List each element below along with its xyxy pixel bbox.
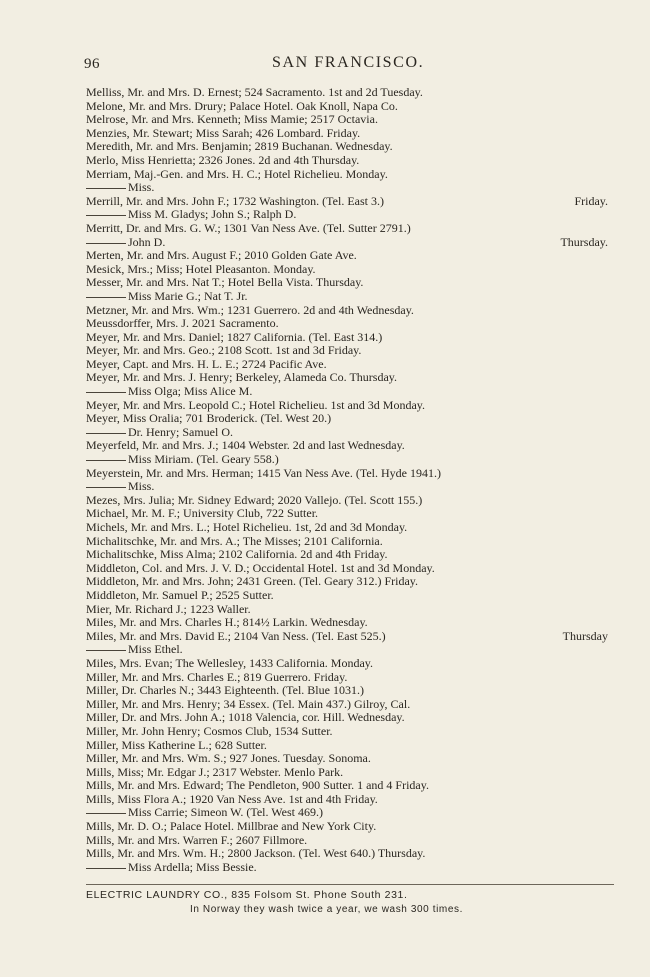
- entry-text: Mier, Mr. Richard J.; 1223 Waller.: [86, 601, 251, 616]
- entry-reception-day: Thursday.: [560, 234, 608, 249]
- entry-text: Miles, Mr. and Mrs. Charles H.; 814½ Larkin. Wednesday.: [86, 615, 368, 630]
- entry-text: Mills, Mr. and Mrs. Edward; The Pendleton, 900 Sutter. 1 and 4 Friday.: [86, 778, 429, 793]
- directory-entry: [86, 847, 614, 861]
- directory-entry: [86, 494, 614, 508]
- entry-text: Miller, Dr. and Mrs. John A.; 1018 Valencia, cor. Hill. Wednesday.: [86, 710, 405, 725]
- directory-entry-continuation: [86, 453, 614, 467]
- entry-text: Meyer, Mr. and Mrs. J. Henry; Berkeley, Alameda Co. Thursday.: [86, 370, 398, 385]
- directory-entry: [86, 657, 614, 671]
- entry-text: Miss Olga; Miss Alice M.: [128, 384, 253, 399]
- entry-text: Meussdorffer, Mrs. J. 2021 Sacramento.: [86, 316, 279, 331]
- entry-text: Miles, Mrs. Evan; The Wellesley, 1433 California. Monday.: [86, 655, 373, 670]
- entry-text: Mills, Mr. D. O.; Palace Hotel. Millbrae and New York City.: [86, 819, 377, 834]
- advertisement-footer: [86, 884, 614, 917]
- entry-text: Metzner, Mr. and Mrs. Wm.; 1231 Guerrero. 2d and 4th Wednesday.: [86, 302, 414, 317]
- directory-entry: [86, 222, 614, 236]
- directory-entry: [86, 439, 614, 453]
- directory-entry-continuation: [86, 385, 614, 399]
- entry-text: Merten, Mr. and Mrs. August F.; 2010 Golden Gate Ave.: [86, 248, 357, 263]
- entry-text: Merlo, Miss Henrietta; 2326 Jones. 2d and 4th Thursday.: [86, 152, 360, 167]
- directory-entry: [86, 535, 614, 549]
- entry-text: Meyer, Mr. and Mrs. Daniel; 1827 California. (Tel. East 314.): [86, 329, 383, 344]
- entry-text: Menzies, Mr. Stewart; Miss Sarah; 426 Lombard. Friday.: [86, 125, 361, 140]
- directory-entry-continuation: [86, 806, 614, 820]
- directory-entry-continuation: [86, 426, 614, 440]
- directory-entry: [86, 752, 614, 766]
- entry-text: Miller, Dr. Charles N.; 3443 Eighteenth. (Tel. Blue 1031.): [86, 683, 364, 698]
- directory-entry-continuation: [86, 861, 614, 875]
- directory-entry: [86, 195, 614, 209]
- directory-entry: [86, 548, 614, 562]
- entry-text: Merrill, Mr. and Mrs. John F.; 1732 Washington. (Tel. East 3.): [86, 193, 384, 208]
- directory-entry: [86, 711, 614, 725]
- directory-entry: [86, 834, 614, 848]
- directory-entry: [86, 263, 614, 277]
- directory-entry: [86, 304, 614, 318]
- directory-entry: [86, 358, 614, 372]
- directory-entry: [86, 739, 614, 753]
- entry-text: Mills, Miss Flora A.; 1920 Van Ness Ave. 1st and 4th Friday.: [86, 791, 378, 806]
- directory-entry: [86, 630, 614, 644]
- directory-entry: [86, 127, 614, 141]
- entry-text: Melliss, Mr. and Mrs. D. Ernest; 524 Sacramento. 1st and 2d Tuesday.: [86, 85, 423, 99]
- directory-entry-continuation: [86, 181, 614, 195]
- entry-reception-day: Thursday: [562, 628, 608, 643]
- entry-text: Michels, Mr. and Mrs. L.; Hotel Richelieu. 1st, 2d and 3d Monday.: [86, 520, 408, 534]
- entry-reception-day: Friday.: [574, 193, 608, 208]
- page-number: 96: [84, 56, 100, 72]
- entry-text: Meyer, Capt. and Mrs. H. L. E.; 2724 Pacific Ave.: [86, 356, 327, 371]
- directory-entry: [86, 507, 614, 521]
- directory-entry: [86, 575, 614, 589]
- directory-entries: [86, 86, 614, 874]
- directory-entry: [86, 168, 614, 182]
- entry-text: Mezes, Mrs. Julia; Mr. Sidney Edward; 2020 Vallejo. (Tel. Scott 155.): [86, 492, 423, 507]
- entry-text: Melrose, Mr. and Mrs. Kenneth; Miss Mamie; 2517 Octavia.: [86, 112, 378, 127]
- page-header: [0, 54, 650, 76]
- directory-entry: [86, 589, 614, 603]
- directory-entry: [86, 140, 614, 154]
- entry-text: Meyerfeld, Mr. and Mrs. J.; 1404 Webster. 2d and last Wednesday.: [86, 438, 405, 453]
- directory-entry: [86, 399, 614, 413]
- directory-entry: [86, 725, 614, 739]
- directory-entry: [86, 86, 614, 100]
- directory-entry: [86, 779, 614, 793]
- entry-text: Middleton, Mr. Samuel P.; 2525 Sutter.: [86, 587, 274, 602]
- directory-entry: [86, 100, 614, 114]
- entry-text: Mills, Miss; Mr. Edgar J.; 2317 Webster. Menlo Park.: [86, 764, 344, 779]
- entry-text: Miller, Mr. and Mrs. Wm. S.; 927 Jones. Tuesday. Sonoma.: [86, 751, 371, 766]
- entry-text: Middleton, Mr. and Mrs. John; 2431 Green. (Tel. Geary 312.) Friday.: [86, 574, 418, 589]
- entry-text: Meyerstein, Mr. and Mrs. Herman; 1415 Van Ness Ave. (Tel. Hyde 1941.): [86, 465, 441, 480]
- entry-text: John D.: [128, 234, 166, 249]
- entry-text: Meyer, Mr. and Mrs. Leopold C.; Hotel Richelieu. 1st and 3d Monday.: [86, 397, 426, 412]
- entry-text: Miller, Mr. and Mrs. Henry; 34 Essex. (Tel. Main 437.) Gilroy, Cal.: [86, 696, 411, 711]
- entry-text: Mills, Mr. and Mrs. Warren F.; 2607 Fillmore.: [86, 832, 308, 847]
- directory-entry: [86, 467, 614, 481]
- entry-text: Dr. Henry; Samuel O.: [128, 424, 233, 439]
- directory-entry: [86, 154, 614, 168]
- directory-entry-continuation: [86, 208, 614, 222]
- entry-text: Miss.: [128, 479, 155, 494]
- directory-entry-continuation: [86, 480, 614, 494]
- entry-text: Miss Carrie; Simeon W. (Tel. West 469.): [128, 805, 323, 820]
- directory-entry: [86, 412, 614, 426]
- entry-text: Michalitschke, Mr. and Mrs. A.; The Misses; 2101 California.: [86, 533, 383, 548]
- entry-text: Messer, Mr. and Mrs. Nat T.; Hotel Bella Vista. Thursday.: [86, 275, 364, 290]
- entry-text: Miller, Mr. and Mrs. Charles E.; 819 Guerrero. Friday.: [86, 669, 348, 684]
- entry-text: Melone, Mr. and Mrs. Drury; Palace Hotel. Oak Knoll, Napa Co.: [86, 98, 398, 113]
- directory-entry: [86, 820, 614, 834]
- entry-text: Miss.: [128, 180, 155, 195]
- directory-entry: [86, 616, 614, 630]
- directory-entry: [86, 113, 614, 127]
- directory-entry: [86, 331, 614, 345]
- entry-text: Miss Marie G.; Nat T. Jr.: [128, 288, 248, 303]
- directory-entry-continuation: [86, 290, 614, 304]
- directory-entry: [86, 371, 614, 385]
- directory-entry: [86, 766, 614, 780]
- directory-entry: [86, 562, 614, 576]
- directory-entry: [86, 698, 614, 712]
- entry-text: Meyer, Mr. and Mrs. Geo.; 2108 Scott. 1st and 3d Friday.: [86, 343, 362, 358]
- directory-entry-continuation: [86, 236, 614, 250]
- directory-entry: [86, 249, 614, 263]
- running-title: SAN FRANCISCO.: [272, 54, 425, 71]
- directory-entry: [86, 684, 614, 698]
- directory-entry: [86, 276, 614, 290]
- entry-text: Miller, Miss Katherine L.; 628 Sutter.: [86, 737, 267, 752]
- entry-text: Miller, Mr. John Henry; Cosmos Club, 1534 Sutter.: [86, 723, 333, 738]
- entry-text: Merriam, Maj.-Gen. and Mrs. H. C.; Hotel Richelieu. Monday.: [86, 166, 388, 181]
- directory-entry: [86, 603, 614, 617]
- directory-entry: [86, 317, 614, 331]
- entry-text: Miss Miriam. (Tel. Geary 558.): [128, 452, 279, 467]
- advertisement-slogan: In Norway they wash twice a year, we wash 300 times.: [190, 904, 463, 915]
- entry-text: Miss Ethel.: [128, 642, 183, 657]
- entry-text: Mills, Mr. and Mrs. Wm. H.; 2800 Jackson. (Tel. West 640.) Thursday.: [86, 846, 426, 861]
- directory-entry: [86, 521, 614, 535]
- entry-text: Mesick, Mrs.; Miss; Hotel Pleasanton. Monday.: [86, 261, 316, 276]
- directory-entry: [86, 793, 614, 807]
- directory-entry: [86, 344, 614, 358]
- entry-text: Miles, Mr. and Mrs. David E.; 2104 Van Ness. (Tel. East 525.): [86, 628, 386, 643]
- directory-entry: [86, 671, 614, 685]
- entry-text: Michael, Mr. M. F.; University Club, 722 Sutter.: [86, 506, 319, 521]
- advertisement-line: ELECTRIC LAUNDRY CO., 835 Folsom St. Phone South 231.: [86, 889, 408, 901]
- entry-text: Miss M. Gladys; John S.; Ralph D.: [128, 207, 297, 222]
- entry-text: Meredith, Mr. and Mrs. Benjamin; 2819 Buchanan. Wednesday.: [86, 139, 393, 154]
- entry-text: Meyer, Miss Oralia; 701 Broderick. (Tel. West 20.): [86, 411, 332, 426]
- entry-text: Merritt, Dr. and Mrs. G. W.; 1301 Van Ness Ave. (Tel. Sutter 2791.): [86, 220, 411, 235]
- entry-text: Miss Ardella; Miss Bessie.: [128, 859, 257, 874]
- entry-text: Middleton, Col. and Mrs. J. V. D.; Occidental Hotel. 1st and 3d Monday.: [86, 560, 435, 575]
- entry-text: Michalitschke, Miss Alma; 2102 California. 2d and 4th Friday.: [86, 547, 388, 562]
- directory-entry-continuation: [86, 643, 614, 657]
